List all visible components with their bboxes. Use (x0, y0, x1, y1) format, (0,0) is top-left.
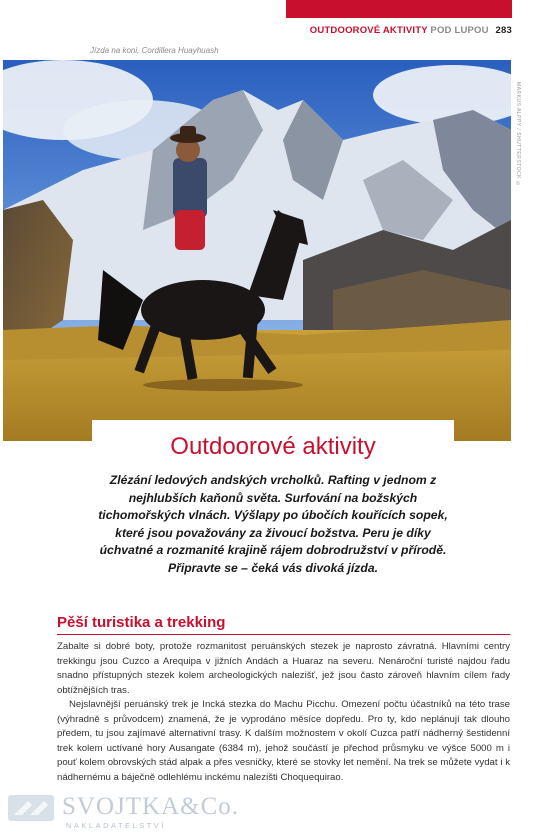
header-accent-bar (286, 0, 512, 18)
body-paragraph: Nejslavnější peruánský trek je Incká stezka do Machu Picchu. Omezení počtu účastníků na této trase (výhradně s průvodcem) znamená, že je vyprodáno měsíce dopředu. Pro ty, kdo neplánují tak dlouho předem, tu jsou zajímavé alternativní trasy. K dalším možnostem v okolí Cuzca patří nádherný šestidenní trek kolem uctívané hory Ausangate (6384 m), jehož součástí je přechod průsmyku ve výšce 5000 m i pouť kolem obrovských stád alpak a přes vesničky, které se stovky let nemění. Na trek se můžete vydat i k nádhernému a báječně odlehlému inckému nalezišti Choquequirao. (57, 699, 510, 783)
running-head-section: OUTDOOROVÉ AKTIVITY (309, 25, 428, 36)
article-body (57, 640, 510, 785)
horse-rider-photo (3, 60, 511, 441)
photo-credit: MARKUS ALPPY / SHUTTERSTOCK © (515, 82, 521, 188)
page-number: 283 (495, 25, 512, 36)
publisher-watermark (8, 793, 239, 833)
photo-caption: Jízda na koni, Cordillera Huayhuash (90, 46, 219, 55)
running-head (310, 25, 512, 36)
section-rule (57, 634, 510, 635)
publisher-tagline: NAKLADATELSTVÍ (66, 821, 166, 830)
publisher-logo-icon (8, 795, 54, 821)
publisher-name: SVOJTKA&Co. (62, 793, 239, 820)
section-heading: Pěší turistika a trekking (57, 614, 226, 631)
article-title: Outdoorové aktivity (170, 433, 376, 460)
running-head-subsection: POD LUPOU (430, 25, 489, 36)
body-paragraph: Zabalte si dobré boty, protože rozmanitost peruánských stezek je naprosto závratná. Hlavními centry trekkingu jsou Cuzco a Arequipa v jižních Andách a Huaraz na severu. Nenároční turisté najdou řadu snadno přístupných stezek kolem archeologických nalezišť, jež jsou často zároveň hlavním cílem řady obtížnějších tras. (57, 641, 510, 696)
article-intro: Zlézání ledových andských vrcholků. Rafting v jednom z nejhlubších kaňonů světa. Surfování na božských tichomořských vlnách. Výšlapy po úbočích kouřících sopek, které jsou považovány za živoucí božstva. Peru je díky úchvatné a rozmanité krajině rájem dobrodružství v přírodě. Připravte se – čeká vás divoká jízda. (98, 473, 448, 575)
